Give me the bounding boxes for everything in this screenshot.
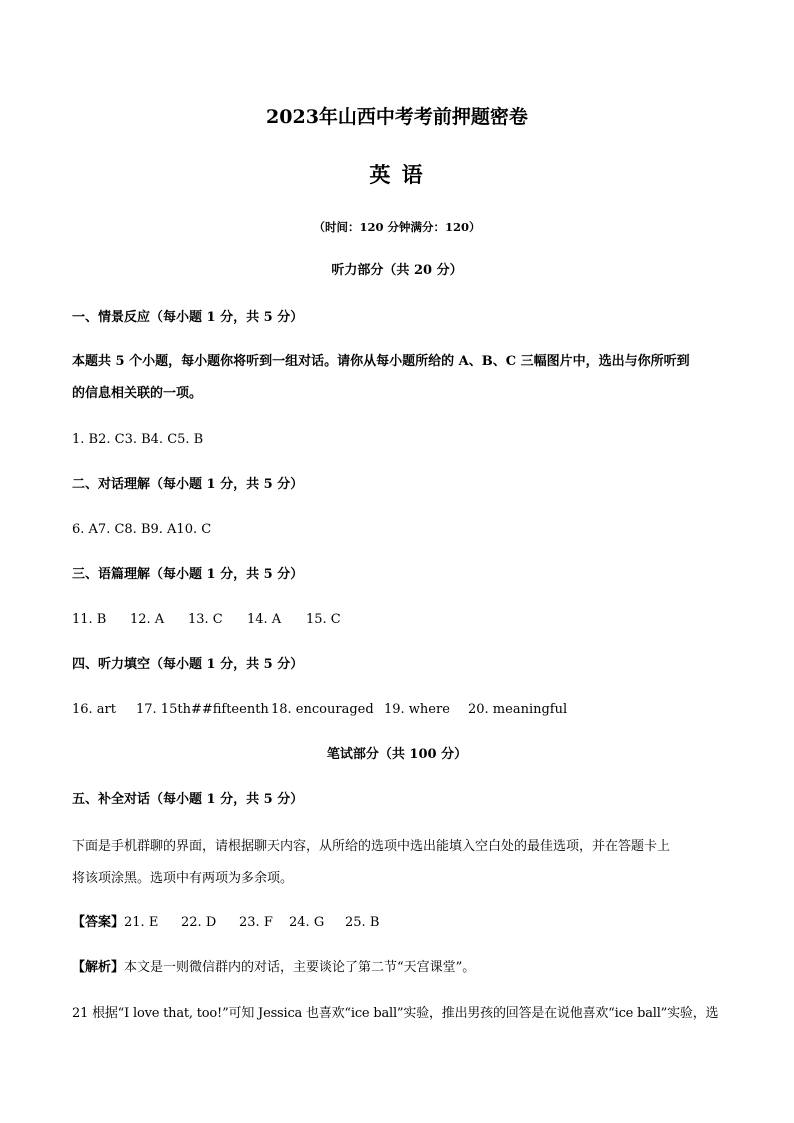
answer-item: 17. 15th##fifteenth xyxy=(136,702,269,717)
answer-item: 20. meaningful xyxy=(468,702,568,717)
exam-info: （时间：120 分钟满分：120） xyxy=(313,220,481,234)
answer-item: 23. F xyxy=(239,915,273,930)
section-3-answers xyxy=(72,612,722,628)
section-5-instruction-line-2: 将该项涂黑。选项中有两项为多余项。 xyxy=(72,871,294,886)
section-5-title: 五、补全对话（每小题 1 分，共 5 分） xyxy=(72,792,304,807)
answer-item: 12. A xyxy=(130,612,165,627)
section-4-answers xyxy=(72,702,722,718)
section-1-title: 一、情景反应（每小题 1 分，共 5 分） xyxy=(72,310,304,325)
analysis-label: 【解析】 xyxy=(72,960,125,975)
answer-item: 22. D xyxy=(181,915,217,930)
answer-item: 11. B xyxy=(72,612,107,627)
section-3-title: 三、语篇理解（每小题 1 分，共 5 分） xyxy=(72,567,304,582)
answer-item: 21. E xyxy=(124,915,159,930)
subject-title: 英 语 xyxy=(369,162,425,187)
section-1-instruction-line-2: 的信息相关联的一项。 xyxy=(72,386,203,401)
answer-item: 15. C xyxy=(306,612,341,627)
section-5-instruction-line-1: 下面是手机群聊的界面，请根据聊天内容，从所给的选项中选出能填入空白处的最佳选项，并在答题卡上 xyxy=(72,839,671,854)
answer-item: 18. encouraged xyxy=(271,702,374,717)
section-2-title: 二、对话理解（每小题 1 分，共 5 分） xyxy=(72,477,304,492)
question-21-explanation: 21 根据“I love that, too!”可知 Jessica 也喜欢“ice ball”实验，推出男孩的回答是在说他喜欢“ice ball”实验，选 xyxy=(72,1006,719,1021)
section-1-instruction-line-1: 本题共 5 个小题，每小题你将听到一组对话。请你从每小题所给的 A、B、C 三幅图片中，选出与你所听到 xyxy=(72,354,690,369)
section-1-answers: 1. B2. C3. B4. C5. B xyxy=(72,432,204,447)
section-5-answers xyxy=(72,915,722,931)
answer-item: 25. B xyxy=(345,915,380,930)
document-title: 2023年山西中考考前押题密卷 xyxy=(266,106,528,128)
listening-heading: 听力部分（共 20 分） xyxy=(331,263,463,278)
answer-item: 19. where xyxy=(384,702,450,717)
section-4-title: 四、听力填空（每小题 1 分，共 5 分） xyxy=(72,657,304,672)
answer-item: 14. A xyxy=(247,612,282,627)
answer-item: 16. art xyxy=(72,702,116,717)
answer-item: 24. G xyxy=(289,915,325,930)
analysis-text: 本文是一则微信群内的对话，主要谈论了第二节“天宫课堂”。 xyxy=(124,960,476,975)
section-2-answers: 6. A7. C8. B9. A10. C xyxy=(72,522,212,537)
answer-label: 【答案】 xyxy=(72,915,125,930)
analysis-line xyxy=(72,960,722,976)
answer-item: 13. C xyxy=(188,612,223,627)
writing-heading: 笔试部分（共 100 分） xyxy=(326,747,468,762)
